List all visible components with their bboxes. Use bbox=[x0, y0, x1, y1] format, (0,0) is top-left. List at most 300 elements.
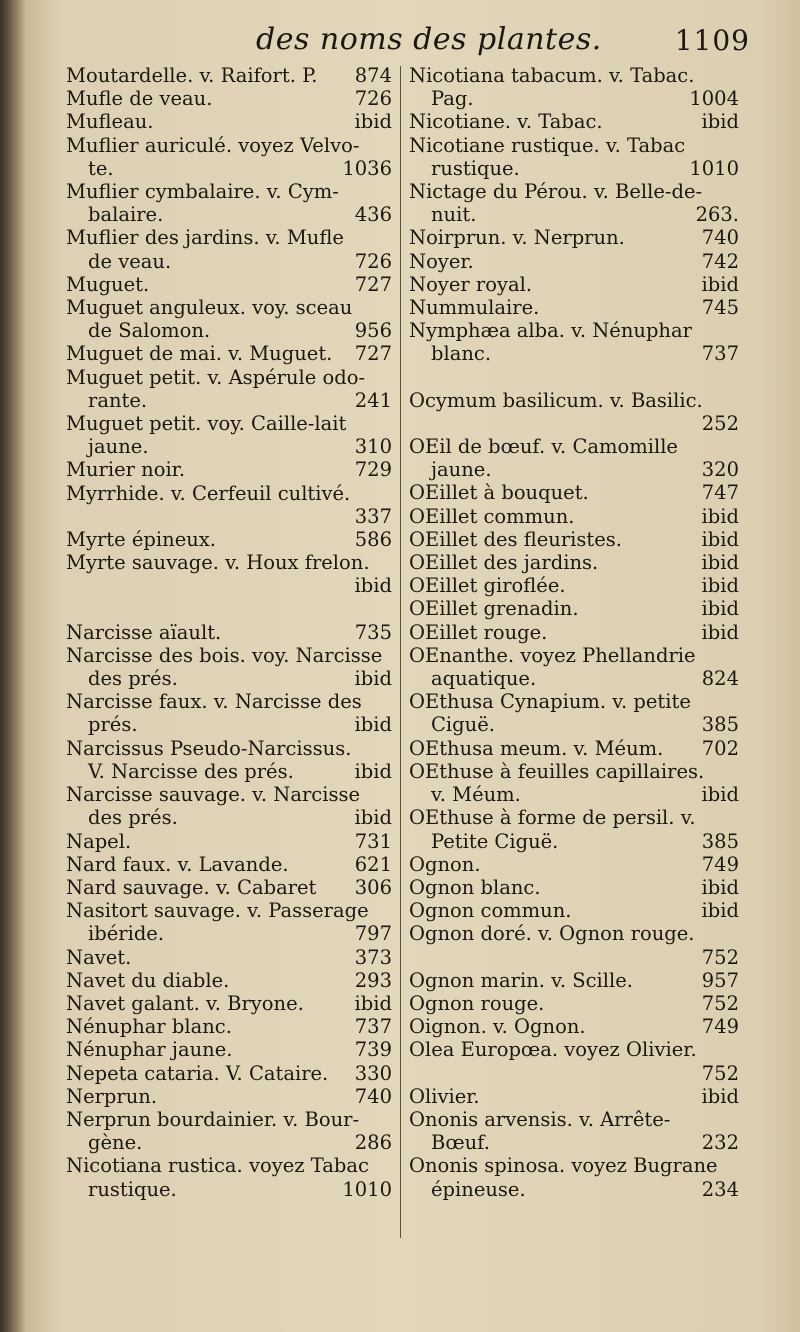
entry-line bbox=[409, 528, 739, 551]
entry-text: Navet. bbox=[66, 945, 132, 969]
index-entry bbox=[66, 992, 392, 1015]
section-gap bbox=[409, 366, 739, 389]
entry-line bbox=[66, 1038, 392, 1061]
entry-page-ref: 749 bbox=[701, 1015, 739, 1039]
entry-line bbox=[66, 574, 392, 597]
entry-page-ref: ibid bbox=[354, 759, 392, 783]
entry-line bbox=[409, 992, 739, 1015]
index-entry bbox=[409, 760, 739, 806]
index-entry bbox=[409, 505, 739, 528]
entry-page-ref: 727 bbox=[354, 272, 392, 296]
entry-page-ref: 320 bbox=[701, 458, 739, 482]
entry-line bbox=[66, 134, 392, 157]
index-entry bbox=[409, 737, 739, 760]
entry-page-ref: ibid bbox=[701, 597, 739, 621]
index-entry bbox=[409, 876, 739, 899]
index-column-left bbox=[66, 64, 392, 1201]
entry-line bbox=[409, 644, 739, 667]
entry-line bbox=[66, 1085, 392, 1108]
index-entry bbox=[66, 1062, 392, 1085]
index-entry bbox=[409, 806, 739, 852]
entry-text: Napel. bbox=[66, 829, 132, 853]
entry-page-ref: ibid bbox=[354, 110, 392, 134]
entry-page-ref: ibid bbox=[354, 713, 392, 737]
entry-line bbox=[409, 435, 739, 458]
index-entry bbox=[66, 969, 392, 992]
index-entry bbox=[66, 226, 392, 272]
entry-line bbox=[409, 458, 739, 481]
entry-text: jaune. bbox=[88, 435, 149, 459]
entry-line bbox=[66, 319, 392, 342]
index-entry bbox=[409, 969, 739, 992]
entry-text: Myrte épineux. bbox=[66, 528, 216, 552]
entry-text: Bœuf. bbox=[431, 1131, 490, 1155]
entry-page-ref: 1004 bbox=[689, 87, 739, 111]
entry-page-ref: 749 bbox=[701, 852, 739, 876]
entry-page-ref: 373 bbox=[354, 945, 392, 969]
entry-page-ref: 731 bbox=[354, 829, 392, 853]
entry-text: Nard sauvage. v. Cabaret bbox=[66, 875, 317, 899]
index-entry bbox=[66, 64, 392, 87]
index-entry bbox=[66, 899, 392, 945]
entry-page-ref: 740 bbox=[701, 226, 739, 250]
entry-line bbox=[409, 737, 739, 760]
entry-line bbox=[66, 644, 392, 667]
entry-line bbox=[409, 1108, 739, 1131]
index-entry bbox=[409, 551, 739, 574]
entry-page-ref: 621 bbox=[354, 852, 392, 876]
entry-text: des prés. bbox=[88, 667, 178, 691]
entry-page-ref: 252 bbox=[701, 411, 739, 435]
entry-text: Nard faux. v. Lavande. bbox=[66, 852, 289, 876]
entry-line bbox=[409, 134, 739, 157]
entry-text: Noyer. bbox=[409, 249, 474, 273]
entry-text: Ononis arvensis. v. Arrête- bbox=[409, 1107, 671, 1131]
index-entry bbox=[409, 435, 739, 481]
entry-line bbox=[66, 366, 392, 389]
entry-page-ref: 739 bbox=[354, 1038, 392, 1062]
index-entry bbox=[66, 110, 392, 133]
index-entry bbox=[66, 482, 392, 528]
entry-line bbox=[409, 1038, 739, 1061]
index-entry bbox=[409, 922, 739, 968]
index-entry bbox=[409, 250, 739, 273]
entry-page-ref: 729 bbox=[354, 458, 392, 482]
index-entry bbox=[66, 737, 392, 783]
section-gap bbox=[66, 598, 392, 621]
entry-text: Nicotiane. v. Tabac. bbox=[409, 110, 603, 134]
entry-line bbox=[409, 922, 739, 945]
entry-line bbox=[66, 482, 392, 505]
entry-text: Nénuphar blanc. bbox=[66, 1015, 232, 1039]
entry-text: OEil de bœuf. v. Camomille bbox=[409, 435, 678, 459]
entry-line bbox=[409, 621, 739, 644]
column-divider bbox=[400, 66, 401, 1238]
entry-page-ref: 745 bbox=[701, 296, 739, 320]
entry-text: Muguet petit. voy. Caille-lait bbox=[66, 412, 347, 436]
entry-text: Ognon marin. v. Scille. bbox=[409, 968, 633, 992]
entry-line bbox=[66, 621, 392, 644]
index-entry bbox=[66, 621, 392, 644]
entry-line bbox=[409, 1154, 739, 1177]
entry-text: OEillet giroflée. bbox=[409, 574, 566, 598]
entry-line bbox=[66, 690, 392, 713]
entry-page-ref: 263. bbox=[695, 203, 739, 227]
index-entry bbox=[66, 180, 392, 226]
index-entry bbox=[66, 1015, 392, 1038]
entry-page-ref: ibid bbox=[701, 110, 739, 134]
entry-line bbox=[66, 273, 392, 296]
entry-page-ref: 385 bbox=[701, 713, 739, 737]
entry-line bbox=[66, 806, 392, 829]
index-entry bbox=[409, 296, 739, 319]
entry-text: Muflier auriculé. voyez Velvo- bbox=[66, 133, 360, 157]
entry-text: Nénuphar jaune. bbox=[66, 1038, 233, 1062]
index-entry bbox=[409, 597, 739, 620]
entry-page-ref: ibid bbox=[701, 783, 739, 807]
entry-line bbox=[66, 528, 392, 551]
entry-text: rustique. bbox=[88, 1177, 177, 1201]
entry-text: OEthuse à forme de persil. v. bbox=[409, 806, 696, 830]
index-entry bbox=[66, 946, 392, 969]
entry-line bbox=[66, 783, 392, 806]
index-entry bbox=[66, 690, 392, 736]
entry-page-ref: ibid bbox=[701, 574, 739, 598]
entry-page-ref: 337 bbox=[354, 504, 392, 528]
entry-text: OEthusa Cynapium. v. petite bbox=[409, 690, 691, 714]
index-entry bbox=[66, 296, 392, 342]
entry-text: Muguet petit. v. Aspérule odo- bbox=[66, 365, 366, 389]
entry-line bbox=[409, 64, 739, 87]
index-entry bbox=[409, 1154, 739, 1200]
entry-page-ref: ibid bbox=[701, 899, 739, 923]
entry-line bbox=[409, 876, 739, 899]
entry-text: Mufle de veau. bbox=[66, 87, 213, 111]
entry-line bbox=[409, 1015, 739, 1038]
entry-text: Nasitort sauvage. v. Passerage bbox=[66, 899, 369, 923]
entry-text: Nicotiane rustique. v. Tabac bbox=[409, 133, 686, 157]
entry-line bbox=[409, 1178, 739, 1201]
entry-text: des prés. bbox=[88, 806, 178, 830]
entry-text: Petite Ciguë. bbox=[431, 829, 559, 853]
entry-line bbox=[66, 250, 392, 273]
entry-page-ref: ibid bbox=[354, 806, 392, 830]
entry-page-ref: 241 bbox=[354, 388, 392, 412]
entry-line bbox=[66, 992, 392, 1015]
index-entry bbox=[66, 853, 392, 876]
entry-text: ibéride. bbox=[88, 922, 165, 946]
page-number: 1109 bbox=[674, 24, 750, 57]
entry-line bbox=[66, 551, 392, 574]
entry-line bbox=[66, 667, 392, 690]
entry-line bbox=[66, 760, 392, 783]
entry-page-ref: 956 bbox=[354, 319, 392, 343]
index-entry bbox=[409, 1108, 739, 1154]
index-entry bbox=[409, 899, 739, 922]
entry-line bbox=[66, 412, 392, 435]
entry-page-ref: 234 bbox=[701, 1177, 739, 1201]
entry-page-ref: 752 bbox=[701, 991, 739, 1015]
entry-page-ref: 330 bbox=[354, 1061, 392, 1085]
entry-page-ref: 1036 bbox=[342, 156, 392, 180]
entry-text: Nictage du Pérou. v. Belle-de- bbox=[409, 180, 703, 204]
index-entry bbox=[409, 690, 739, 736]
index-entry bbox=[66, 87, 392, 110]
entry-text: Nymphæa alba. v. Nénuphar bbox=[409, 319, 692, 343]
entry-line bbox=[409, 574, 739, 597]
entry-page-ref: 293 bbox=[354, 968, 392, 992]
running-title: des noms des plantes. bbox=[256, 22, 602, 57]
index-entry bbox=[66, 1108, 392, 1154]
entry-page-ref: 726 bbox=[354, 249, 392, 273]
entry-page-ref: ibid bbox=[701, 272, 739, 296]
entry-line bbox=[66, 342, 392, 365]
entry-text: Ognon rouge. bbox=[409, 991, 545, 1015]
index-entry bbox=[409, 853, 739, 876]
index-entry bbox=[409, 180, 739, 226]
index-entry bbox=[409, 528, 739, 551]
entry-text: rante. bbox=[88, 388, 148, 412]
entry-text: prés. bbox=[88, 713, 138, 737]
entry-text: épineuse. bbox=[431, 1177, 526, 1201]
entry-line bbox=[66, 505, 392, 528]
entry-line bbox=[409, 412, 739, 435]
entry-text: de Salomon. bbox=[88, 319, 211, 343]
entry-line bbox=[409, 87, 739, 110]
index-entry bbox=[66, 830, 392, 853]
entry-text: OEillet rouge. bbox=[409, 620, 548, 644]
entry-line bbox=[409, 806, 739, 829]
entry-page-ref: 874 bbox=[354, 64, 392, 87]
entry-line bbox=[66, 853, 392, 876]
entry-page-ref: 735 bbox=[354, 620, 392, 644]
index-entry bbox=[66, 458, 392, 481]
entry-text: Olivier. bbox=[409, 1084, 480, 1108]
entry-line bbox=[66, 713, 392, 736]
entry-page-ref: ibid bbox=[354, 667, 392, 691]
entry-line bbox=[409, 690, 739, 713]
entry-text: Narcisse faux. v. Narcisse des bbox=[66, 690, 362, 714]
entry-line bbox=[409, 481, 739, 504]
entry-page-ref: ibid bbox=[354, 574, 392, 598]
entry-text: Nerprun. bbox=[66, 1084, 158, 1108]
entry-page-ref: ibid bbox=[701, 875, 739, 899]
entry-page-ref: 957 bbox=[701, 968, 739, 992]
entry-text: OEillet grenadin. bbox=[409, 597, 579, 621]
entry-text: OEillet des fleuristes. bbox=[409, 527, 622, 551]
entry-page-ref: 742 bbox=[701, 249, 739, 273]
entry-text: Narcisse sauvage. v. Narcisse bbox=[66, 783, 360, 807]
entry-text: Nicotiana tabacum. v. Tabac. bbox=[409, 64, 695, 87]
entry-line bbox=[66, 946, 392, 969]
entry-line bbox=[66, 899, 392, 922]
entry-line bbox=[409, 389, 739, 412]
entry-page-ref: 727 bbox=[354, 342, 392, 366]
entry-text: OEthusa meum. v. Méum. bbox=[409, 736, 664, 760]
index-entry bbox=[66, 366, 392, 412]
entry-text: Muguet de mai. v. Muguet. bbox=[66, 342, 333, 366]
entry-line bbox=[409, 853, 739, 876]
index-entry bbox=[409, 1085, 739, 1108]
entry-line bbox=[409, 342, 739, 365]
entry-text: blanc. bbox=[431, 342, 492, 366]
entry-text: OEillet à bouquet. bbox=[409, 481, 589, 505]
index-entry bbox=[66, 1038, 392, 1061]
entry-text: Noyer royal. bbox=[409, 272, 533, 296]
index-entry bbox=[409, 226, 739, 249]
entry-text: OEthuse à feuilles capillaires. bbox=[409, 759, 705, 783]
entry-line bbox=[66, 922, 392, 945]
entry-line bbox=[66, 180, 392, 203]
entry-line bbox=[66, 435, 392, 458]
entry-page-ref: ibid bbox=[354, 991, 392, 1015]
entry-text: Myrrhide. v. Cerfeuil cultivé. bbox=[66, 481, 351, 505]
entry-page-ref: 232 bbox=[701, 1131, 739, 1155]
index-column-right bbox=[409, 64, 739, 1201]
entry-text: Pag. bbox=[431, 87, 474, 111]
index-entry bbox=[409, 992, 739, 1015]
index-entry bbox=[409, 1038, 739, 1084]
entry-page-ref: 1010 bbox=[342, 1177, 392, 1201]
index-entry bbox=[66, 1154, 392, 1200]
entry-text: de veau. bbox=[88, 249, 172, 273]
entry-page-ref: 726 bbox=[354, 87, 392, 111]
entry-line bbox=[66, 157, 392, 180]
entry-line bbox=[409, 250, 739, 273]
entry-page-ref: 306 bbox=[354, 875, 392, 899]
entry-page-ref: 737 bbox=[354, 1015, 392, 1039]
entry-text: Noirprun. v. Nerprun. bbox=[409, 226, 625, 250]
entry-text: gène. bbox=[88, 1131, 143, 1155]
entry-line bbox=[409, 1131, 739, 1154]
entry-line bbox=[66, 1131, 392, 1154]
entry-text: Muflier cymbalaire. v. Cym- bbox=[66, 180, 339, 204]
index-entry bbox=[66, 1085, 392, 1108]
entry-line bbox=[409, 273, 739, 296]
entry-page-ref: 752 bbox=[701, 1061, 739, 1085]
entry-line bbox=[66, 458, 392, 481]
entry-page-ref: ibid bbox=[701, 527, 739, 551]
entry-text: Murier noir. bbox=[66, 458, 186, 482]
entry-page-ref: 752 bbox=[701, 945, 739, 969]
entry-text: OEnanthe. voyez Phellandrie bbox=[409, 643, 696, 667]
entry-text: te. bbox=[88, 156, 114, 180]
entry-page-ref: ibid bbox=[701, 620, 739, 644]
entry-page-ref: 747 bbox=[701, 481, 739, 505]
entry-text: Muguet. bbox=[66, 272, 150, 296]
entry-text: Ognon. bbox=[409, 852, 481, 876]
entry-text: jaune. bbox=[431, 458, 492, 482]
entry-text: Mufleau. bbox=[66, 110, 154, 134]
index-entry bbox=[409, 319, 739, 365]
entry-line bbox=[66, 1178, 392, 1201]
entry-text: Ognon blanc. bbox=[409, 875, 541, 899]
index-entry bbox=[409, 134, 739, 180]
entry-line bbox=[66, 737, 392, 760]
entry-line bbox=[66, 226, 392, 249]
entry-text: Ciguë. bbox=[431, 713, 495, 737]
entry-line bbox=[409, 899, 739, 922]
entry-page-ref: 310 bbox=[354, 435, 392, 459]
index-entry bbox=[409, 621, 739, 644]
entry-text: Narcissus Pseudo-Narcissus. bbox=[66, 736, 352, 760]
page-header bbox=[60, 22, 750, 62]
entry-line bbox=[409, 180, 739, 203]
entry-page-ref: 286 bbox=[354, 1131, 392, 1155]
index-entry bbox=[66, 528, 392, 551]
entry-page-ref: 436 bbox=[354, 203, 392, 227]
entry-text: Ognon commun. bbox=[409, 899, 572, 923]
entry-page-ref: 740 bbox=[354, 1084, 392, 1108]
entry-text: Nummulaire. bbox=[409, 296, 540, 320]
index-entry bbox=[409, 574, 739, 597]
entry-line bbox=[409, 597, 739, 620]
entry-text: Nepeta cataria. V. Cataire. bbox=[66, 1061, 329, 1085]
entry-line bbox=[66, 969, 392, 992]
index-entry bbox=[66, 273, 392, 296]
entry-line bbox=[66, 110, 392, 133]
entry-page-ref: 702 bbox=[701, 736, 739, 760]
entry-text: rustique. bbox=[431, 156, 520, 180]
entry-text: Nicotiana rustica. voyez Tabac bbox=[66, 1154, 369, 1178]
index-entry bbox=[66, 876, 392, 899]
entry-page-ref: ibid bbox=[701, 1084, 739, 1108]
entry-line bbox=[409, 713, 739, 736]
entry-text: aquatique. bbox=[431, 667, 537, 691]
entry-line bbox=[409, 946, 739, 969]
entry-line bbox=[409, 969, 739, 992]
entry-line bbox=[409, 667, 739, 690]
entry-text: balaire. bbox=[88, 203, 164, 227]
index-entry bbox=[409, 644, 739, 690]
entry-line bbox=[66, 1154, 392, 1177]
entry-text: Ocymum basilicum. v. Basilic. bbox=[409, 388, 703, 412]
index-entry bbox=[409, 273, 739, 296]
entry-line bbox=[409, 505, 739, 528]
entry-text: Moutardelle. v. Raifort. P. bbox=[66, 64, 318, 87]
index-entry bbox=[66, 783, 392, 829]
entry-text: OEillet des jardins. bbox=[409, 551, 599, 575]
entry-line bbox=[409, 1062, 739, 1085]
entry-page-ref: ibid bbox=[701, 504, 739, 528]
entry-page-ref: ibid bbox=[701, 551, 739, 575]
entry-line bbox=[66, 1015, 392, 1038]
entry-line bbox=[409, 760, 739, 783]
entry-text: Olea Europœa. voyez Olivier. bbox=[409, 1038, 697, 1062]
entry-text: V. Narcisse des prés. bbox=[88, 759, 294, 783]
entry-text: Narcisse des bois. voy. Narcisse bbox=[66, 643, 383, 667]
entry-text: Oignon. v. Ognon. bbox=[409, 1015, 586, 1039]
entry-line bbox=[66, 87, 392, 110]
entry-line bbox=[409, 830, 739, 853]
entry-text: Muflier des jardins. v. Mufle bbox=[66, 226, 344, 250]
entry-page-ref: 797 bbox=[354, 922, 392, 946]
entry-text: Navet du diable. bbox=[66, 968, 230, 992]
index-entry bbox=[66, 342, 392, 365]
entry-line bbox=[66, 830, 392, 853]
entry-line bbox=[66, 64, 392, 87]
entry-page-ref: 586 bbox=[354, 528, 392, 552]
entry-line bbox=[409, 1085, 739, 1108]
index-entry bbox=[66, 551, 392, 597]
entry-text: OEillet commun. bbox=[409, 504, 575, 528]
entry-line bbox=[66, 1062, 392, 1085]
entry-text: Narcisse aïault. bbox=[66, 620, 222, 644]
entry-line bbox=[409, 296, 739, 319]
entry-page-ref: 824 bbox=[701, 667, 739, 691]
index-entry bbox=[409, 389, 739, 435]
index-entry bbox=[409, 481, 739, 504]
